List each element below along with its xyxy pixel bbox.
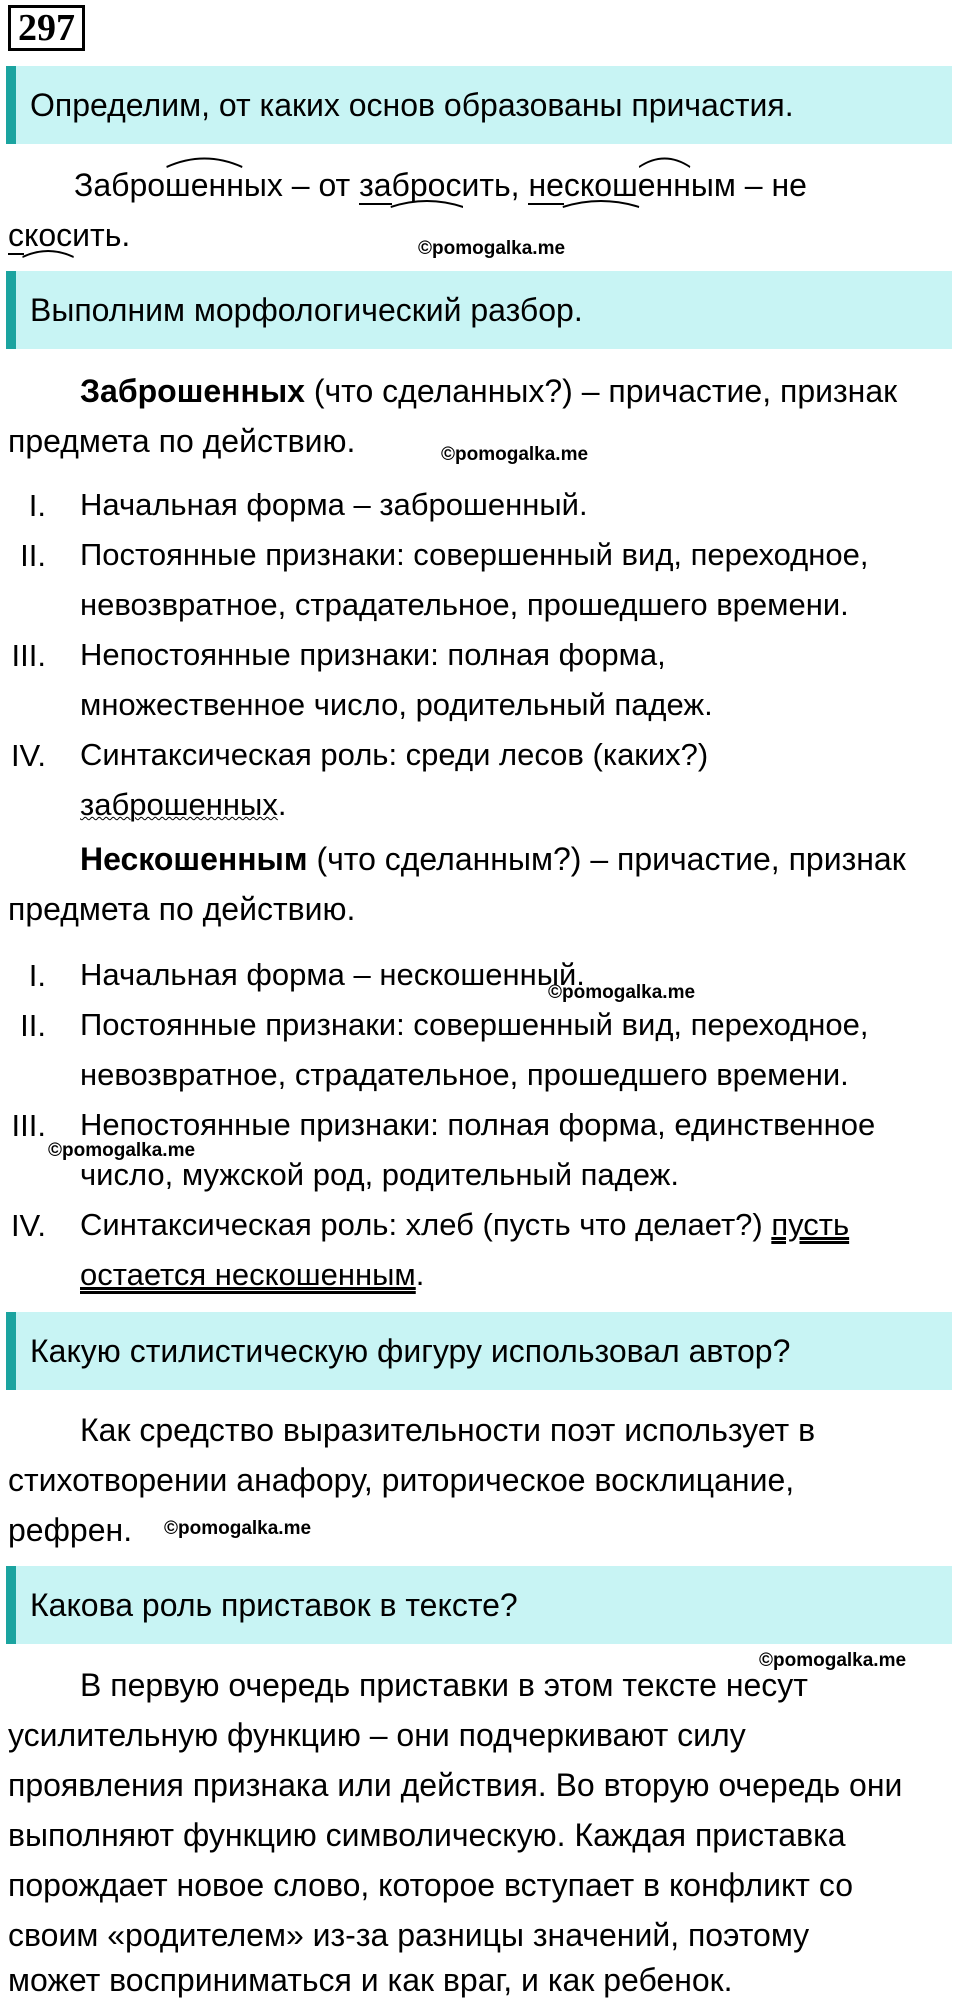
word1-intro: Заброшенных (что сделанных?) – причастие, признак: [80, 373, 898, 409]
exercise-number: 297: [8, 5, 85, 51]
item-numeral: I.: [28, 958, 46, 993]
figure-text-3: рефрен.: [8, 1512, 133, 1548]
prefix-text-4: выполняют функцию символическую. Каждая приставка: [8, 1817, 846, 1853]
watermark: ©pomogalka.me: [48, 1140, 196, 1161]
item-numeral: I.: [28, 488, 46, 523]
watermark: ©pomogalka.me: [759, 1650, 907, 1671]
item-numeral: III.: [11, 638, 46, 673]
word1-item-4: Синтаксическая роль: среди лесов (каких?): [80, 737, 709, 772]
word2-item-2-cont: невозвратное, страдательное, прошедшего времени.: [80, 1057, 849, 1092]
word2-item-3: Непостоянные признаки: полная форма, единственное: [80, 1107, 876, 1142]
word2-item-4: Синтаксическая роль: хлеб (пусть что делает?) пусть: [80, 1207, 850, 1242]
word1-item-3-cont: множественное число, родительный падеж.: [80, 687, 713, 722]
word2-item-3-cont: число, мужской род, родительный падеж.: [80, 1157, 680, 1192]
word1-item-1: Начальная форма – заброшенный.: [80, 487, 588, 522]
word1-item-2-cont: невозвратное, страдательное, прошедшего времени.: [80, 587, 849, 622]
word2-item-1: Начальная форма – нескошенный.: [80, 957, 585, 992]
word1-item-4-cont: заброшенных.: [80, 787, 287, 822]
prefix-text-6: своим «родителем» из-за разницы значений, поэтому: [8, 1917, 810, 1953]
prefix-text-5: порождает новое слово, которое вступает в конфликт со: [8, 1867, 853, 1903]
stems-line-2: с косить.: [8, 210, 130, 260]
section-heading-prefixes: Какова роль приставок в тексте?: [6, 1566, 952, 1644]
item-numeral: II.: [20, 538, 46, 573]
watermark: ©pomogalka.me: [164, 1518, 312, 1539]
item-numeral: IV.: [10, 738, 46, 773]
watermark: ©pomogalka.me: [548, 982, 696, 1003]
figure-text-2: стихотворении анафору, риторическое восклицание,: [8, 1462, 795, 1498]
word2-intro: Нескошенным (что сделанным?) – причастие, признак: [80, 841, 906, 877]
watermark: ©pomogalka.me: [441, 444, 589, 465]
stems-line-1: Забро шенных – от за бросить, не скош енным – не: [74, 160, 807, 210]
watermark: ©pomogalka.me: [418, 238, 566, 259]
word1-item-3: Непостоянные признаки: полная форма,: [80, 637, 666, 672]
word1-intro-line2: предмета по действию.: [8, 423, 356, 459]
prefix-text-7: может восприниматься и как враг, и как ребенок.: [8, 1962, 733, 1998]
item-numeral: II.: [20, 1008, 46, 1043]
prefix-text-2: усилительную функцию – они подчеркивают силу: [8, 1717, 746, 1753]
prefix-text-3: проявления признака или действия. Во вторую очередь они: [8, 1767, 903, 1803]
section-heading-morphology: Выполним морфологический разбор.: [6, 271, 952, 349]
prefix-text-1: В первую очередь приставки в этом тексте несут: [80, 1667, 808, 1703]
section-heading-stems: Определим, от каких основ образованы причастия.: [6, 66, 952, 144]
section-heading-figure: Какую стилистическую фигуру использовал автор?: [6, 1312, 952, 1390]
word2-intro-line2: предмета по действию.: [8, 891, 356, 927]
word2-item-4-cont: остается нескошенным.: [80, 1257, 425, 1292]
item-numeral: III.: [11, 1108, 46, 1143]
item-numeral: IV.: [10, 1208, 46, 1243]
word1-item-2: Постоянные признаки: совершенный вид, переходное,: [80, 537, 869, 572]
figure-text-1: Как средство выразительности поэт использует в: [80, 1412, 816, 1448]
word2-item-2: Постоянные признаки: совершенный вид, переходное,: [80, 1007, 869, 1042]
